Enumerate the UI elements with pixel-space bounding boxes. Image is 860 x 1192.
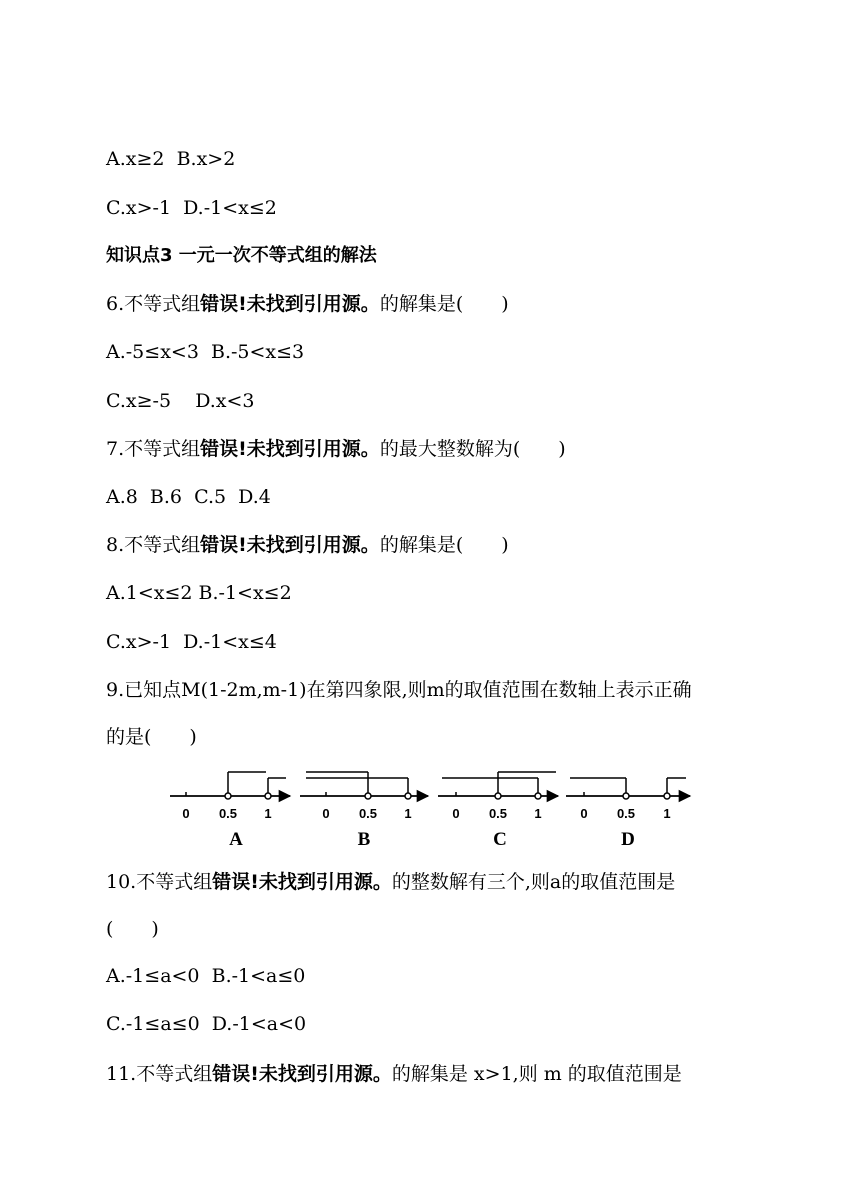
- section-heading: 知识点3 一元一次不等式组的解法: [106, 245, 377, 266]
- question-11-prefix: 11.不等式组: [106, 1063, 213, 1085]
- option-line-6b: C.x≥-5 D.x<3: [106, 390, 255, 412]
- panel-caption: A: [229, 829, 243, 850]
- option-line-8b: C.x>-1 D.-1<x≤4: [106, 631, 277, 653]
- question-10-error-ref: 错误!未找到引用源。: [212, 871, 392, 893]
- tick-label: 1: [663, 806, 671, 821]
- question-11: [106, 1062, 682, 1086]
- tick-label: 1: [534, 806, 542, 821]
- option-line-5a: A.x≥2 B.x>2: [106, 148, 236, 170]
- option-line-5b: C.x>-1 D.-1<x≤2: [106, 197, 277, 219]
- tick-label: 0: [580, 806, 588, 821]
- number-line-a: [170, 772, 290, 850]
- tick-label: 0: [322, 806, 330, 821]
- number-line-figure: [166, 760, 706, 852]
- option-line-10b: C.-1≤a≤0 D.-1<a<0: [106, 1013, 307, 1035]
- tick-label: 0.5: [358, 806, 378, 821]
- number-line-d: [566, 778, 690, 850]
- panel-caption: C: [493, 829, 507, 850]
- tick-label: 0: [452, 806, 460, 821]
- tick-label: 0.5: [488, 806, 508, 821]
- question-11-error-ref: 错误!未找到引用源。: [212, 1063, 392, 1085]
- tick-label: 1: [264, 806, 272, 821]
- question-8-error-ref: 错误!未找到引用源。: [200, 534, 380, 556]
- question-10-prefix: 10.不等式组: [106, 871, 213, 893]
- question-10: [106, 870, 675, 894]
- number-line-c: [438, 772, 558, 850]
- question-8-prefix: 8.不等式组: [106, 534, 201, 556]
- question-9-cont: 的是( ): [106, 726, 197, 748]
- tick-label: 0: [182, 806, 190, 821]
- question-10-cont: ( ): [106, 918, 159, 940]
- question-6-error-ref: 错误!未找到引用源。: [200, 293, 380, 315]
- panel-caption: D: [621, 829, 635, 850]
- question-7: [106, 437, 566, 461]
- panel-caption: B: [357, 829, 371, 850]
- tick-label: 0.5: [218, 806, 238, 821]
- option-line-7a: A.8 B.6 C.5 D.4: [106, 486, 271, 508]
- question-11-suffix: 的解集是 x>1,则 m 的取值范围是: [391, 1063, 682, 1085]
- question-6-prefix: 6.不等式组: [106, 293, 201, 315]
- question-10-suffix: 的整数解有三个,则a的取值范围是: [391, 871, 676, 893]
- question-7-error-ref: 错误!未找到引用源。: [200, 438, 380, 460]
- question-7-prefix: 7.不等式组: [106, 438, 201, 460]
- option-line-8a: A.1<x≤2 B.-1<x≤2: [106, 582, 292, 604]
- option-line-10a: A.-1≤a<0 B.-1<a≤0: [106, 965, 306, 987]
- tick-label: 0.5: [616, 806, 636, 821]
- tick-label: 1: [404, 806, 412, 821]
- question-6-suffix: 的解集是( ): [379, 293, 509, 315]
- question-9: 9.已知点M(1-2m,m-1)在第四象限,则m的取值范围在数轴上表示正确: [106, 679, 692, 701]
- question-7-suffix: 的最大整数解为( ): [379, 438, 566, 460]
- option-line-6a: A.-5≤x<3 B.-5<x≤3: [106, 341, 305, 363]
- question-8-suffix: 的解集是( ): [379, 534, 509, 556]
- number-line-b: [300, 772, 428, 850]
- question-8: [106, 533, 509, 557]
- question-6: [106, 292, 509, 316]
